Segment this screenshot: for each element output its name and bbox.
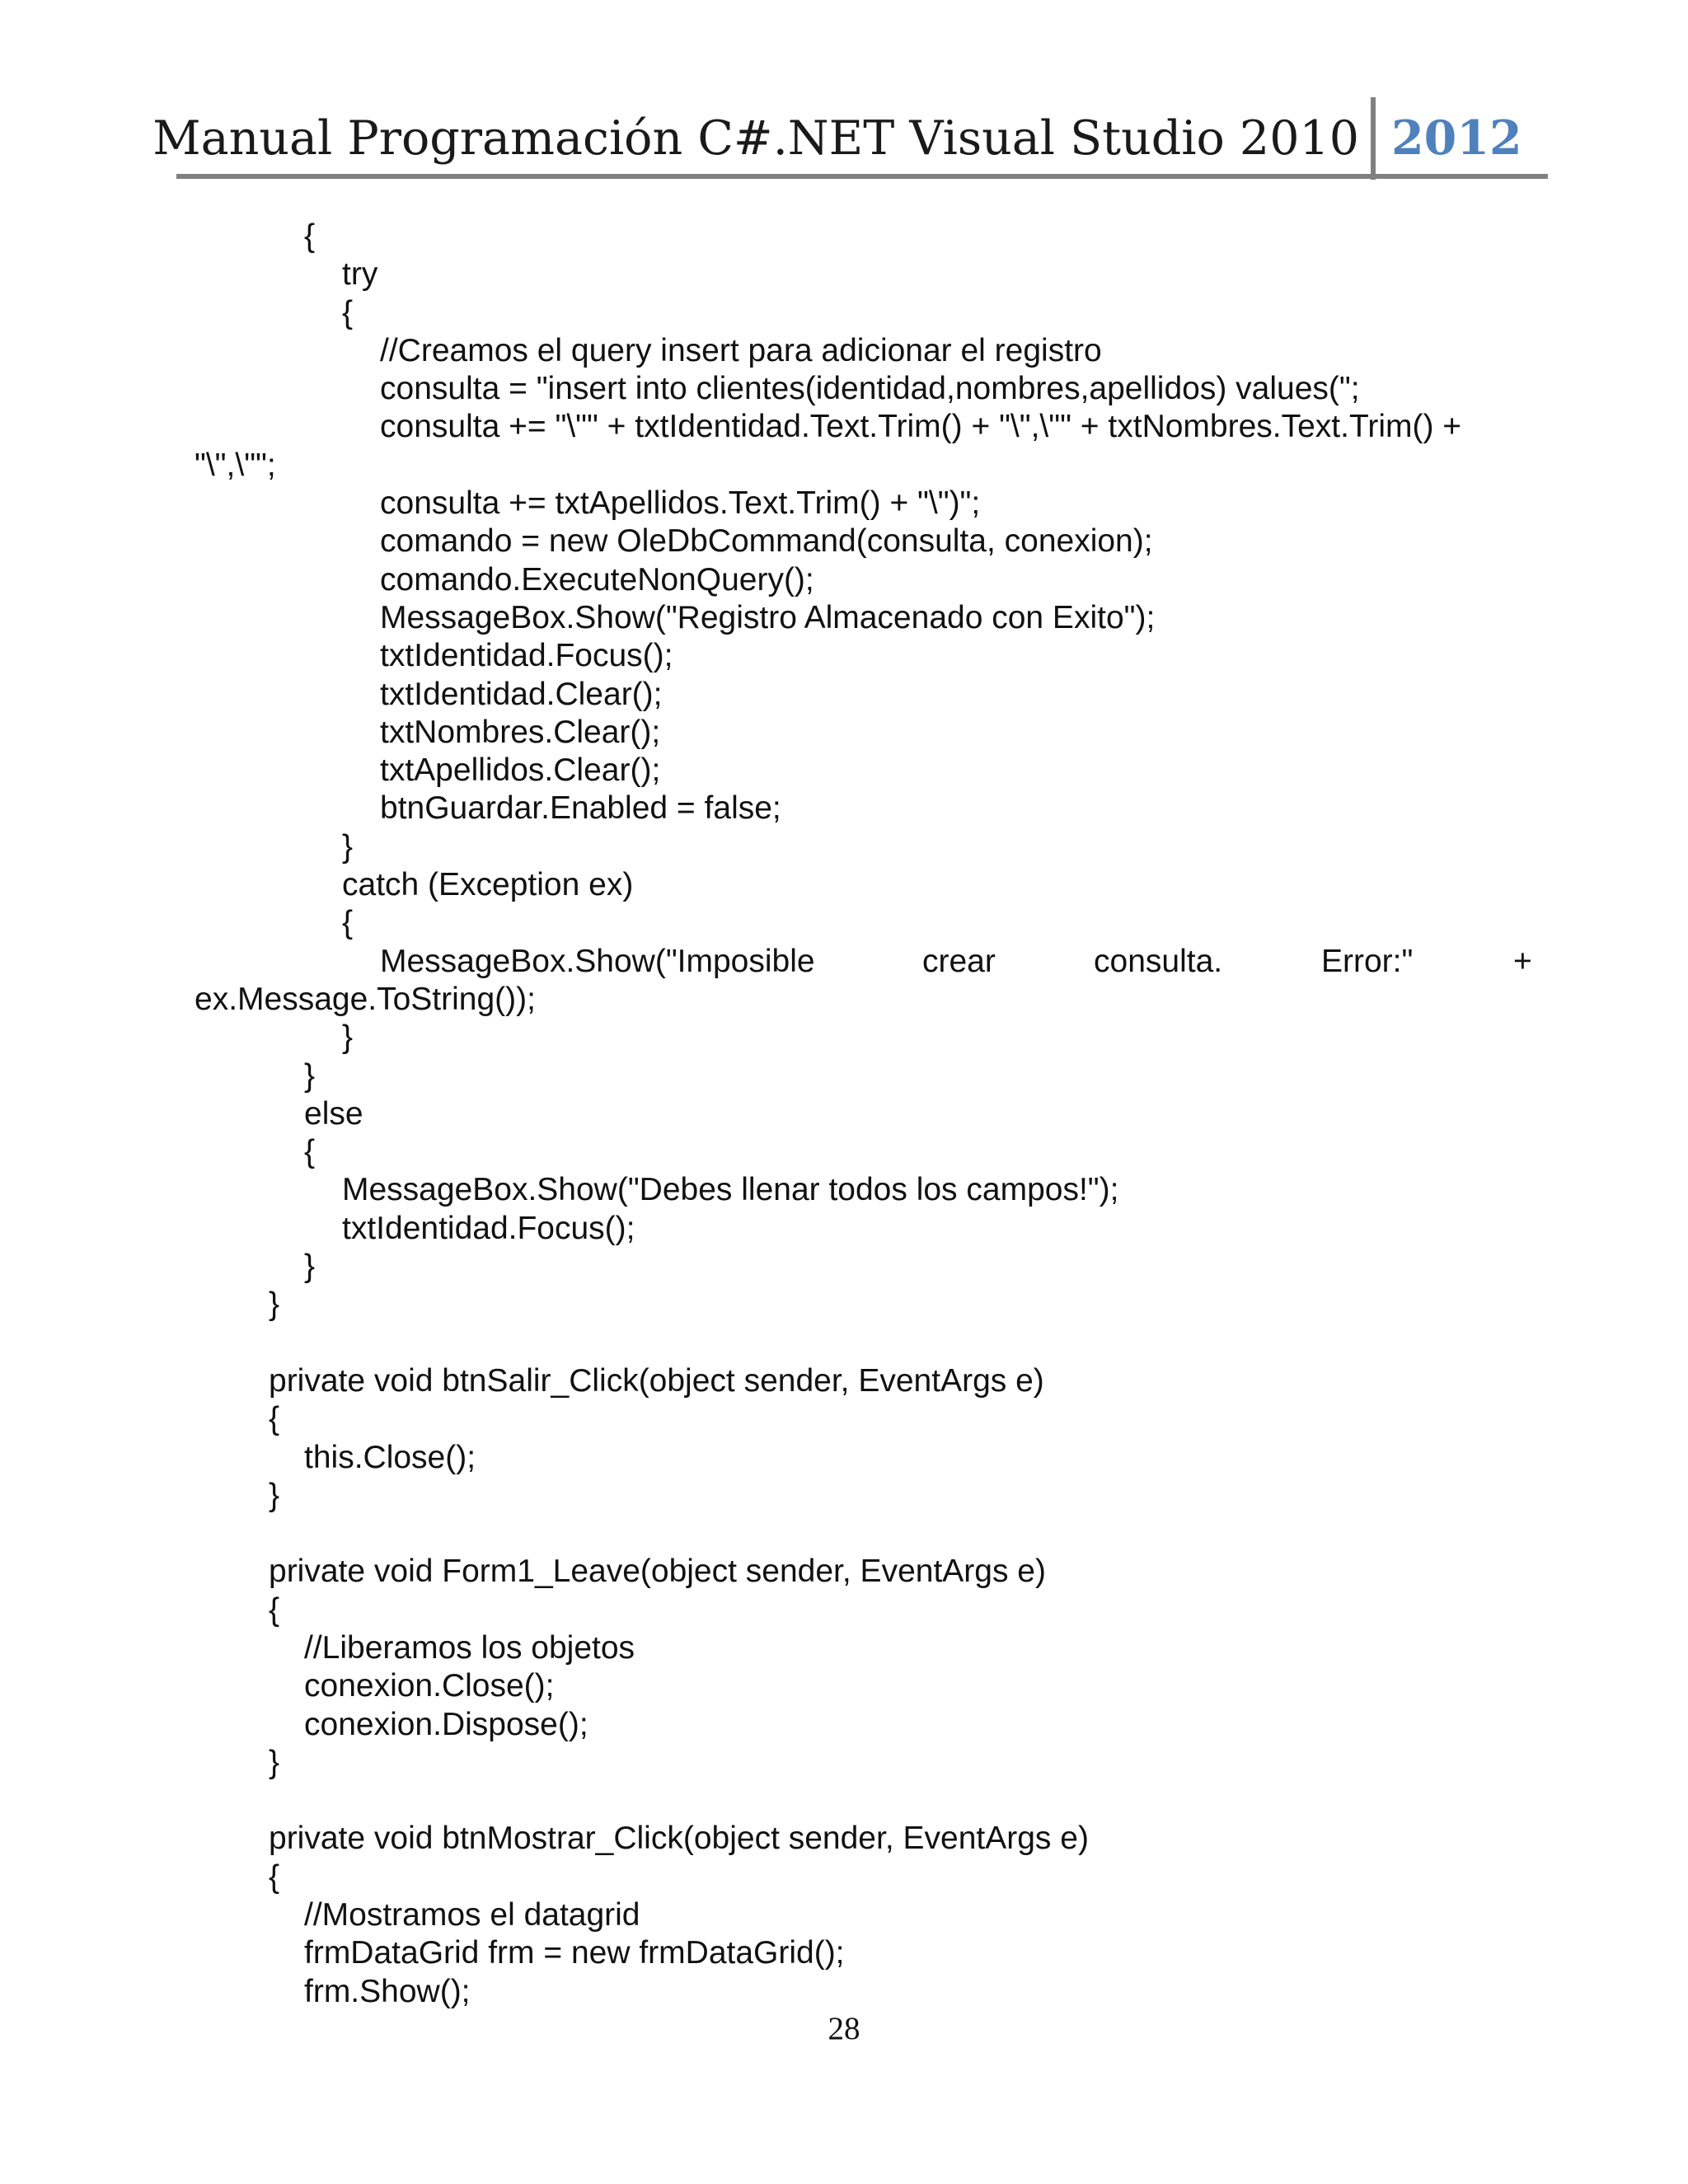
code-text: else bbox=[304, 1095, 363, 1132]
code-text: conexion.Close(); bbox=[304, 1668, 555, 1704]
code-text: try bbox=[342, 256, 378, 293]
code-line bbox=[0, 1400, 1688, 1438]
blank-line bbox=[0, 1515, 1688, 1553]
code-text: frm.Show(); bbox=[304, 1973, 471, 2009]
code-line bbox=[0, 255, 1688, 293]
code-text: txtIdentidad.Clear(); bbox=[380, 676, 663, 712]
code-block bbox=[0, 218, 1688, 2011]
code-text: { bbox=[304, 218, 316, 254]
code-line bbox=[0, 1362, 1688, 1400]
code-line bbox=[0, 1629, 1688, 1667]
code-text: //Mostramos el datagrid bbox=[304, 1897, 640, 1933]
code-text: consulta += txtApellidos.Text.Trim() + "\")"; bbox=[380, 485, 981, 522]
code-text: MessageBox.Show("Debes llenar todos los campos!"); bbox=[342, 1172, 1119, 1208]
code-line bbox=[0, 1057, 1688, 1095]
header-title: Manual Programación C#.NET Visual Studio 2010 bbox=[152, 111, 1359, 166]
code-text: //Liberamos los objetos bbox=[304, 1629, 635, 1666]
code-line bbox=[0, 370, 1688, 408]
code-line bbox=[0, 1820, 1688, 1858]
code-text: txtNombres.Clear(); bbox=[380, 714, 661, 750]
code-text: MessageBox.Show("Imposible bbox=[380, 943, 815, 979]
code-text: } bbox=[342, 828, 354, 865]
code-text: btnGuardar.Enabled = false; bbox=[380, 790, 781, 827]
code-line bbox=[0, 1667, 1688, 1705]
code-text: } bbox=[342, 1019, 354, 1056]
code-line bbox=[0, 1744, 1688, 1782]
code-line bbox=[0, 1171, 1688, 1209]
code-text: this.Close(); bbox=[304, 1439, 476, 1475]
code-line bbox=[0, 828, 1688, 866]
code-text: catch (Exception ex) bbox=[342, 867, 634, 903]
code-line bbox=[0, 1858, 1688, 1896]
code-text: } bbox=[269, 1286, 280, 1323]
code-line bbox=[0, 1248, 1688, 1286]
code-text: //Creamos el query insert para adicionar el registro bbox=[380, 332, 1102, 368]
code-text: consulta. bbox=[1094, 943, 1223, 979]
code-line bbox=[0, 981, 1688, 1019]
code-line bbox=[0, 523, 1688, 560]
code-text: { bbox=[269, 1591, 280, 1628]
code-line bbox=[0, 447, 1688, 485]
code-line bbox=[0, 561, 1688, 599]
code-line bbox=[0, 1439, 1688, 1477]
code-text: frmDataGrid frm = new frmDataGrid(); bbox=[304, 1935, 845, 1971]
code-text: } bbox=[304, 1249, 316, 1285]
code-text: } bbox=[304, 1057, 316, 1094]
page-number: 28 bbox=[828, 2011, 860, 2046]
code-text: { bbox=[269, 1858, 280, 1895]
header-rule bbox=[176, 174, 1548, 179]
blank-line bbox=[0, 1324, 1688, 1362]
code-line bbox=[0, 790, 1688, 827]
code-text: txtIdentidad.Focus(); bbox=[380, 638, 673, 674]
code-text: + bbox=[1513, 943, 1532, 979]
code-line bbox=[0, 1553, 1688, 1591]
blank-line bbox=[0, 1782, 1688, 1820]
code-text: consulta += "\"" + txtIdentidad.Text.Trim() + "\",\"" + txtNombres.Text.Trim() + bbox=[380, 409, 1462, 445]
code-text: txtIdentidad.Focus(); bbox=[342, 1210, 635, 1246]
header-divider bbox=[1371, 97, 1376, 180]
code-line bbox=[0, 1095, 1688, 1133]
code-line-justified bbox=[0, 943, 1688, 981]
code-text: conexion.Dispose(); bbox=[304, 1706, 588, 1742]
code-text: consulta = "insert into clientes(identidad,nombres,apellidos) values("; bbox=[380, 371, 1360, 407]
code-text: { bbox=[269, 1401, 280, 1437]
code-line bbox=[0, 866, 1688, 904]
code-line bbox=[0, 1896, 1688, 1934]
code-line bbox=[0, 752, 1688, 790]
code-line bbox=[0, 1210, 1688, 1248]
code-text: MessageBox.Show("Registro Almacenado con Exito"); bbox=[380, 599, 1156, 635]
code-text: } bbox=[269, 1477, 280, 1513]
code-line bbox=[0, 1591, 1688, 1629]
code-text: crear bbox=[922, 943, 996, 979]
code-line bbox=[0, 904, 1688, 942]
code-text: } bbox=[269, 1744, 280, 1780]
code-line bbox=[0, 332, 1688, 370]
code-text: "\",\""; bbox=[195, 447, 276, 483]
code-line bbox=[0, 1706, 1688, 1744]
code-line bbox=[0, 294, 1688, 332]
code-text: comando = new OleDbCommand(consulta, conexion); bbox=[380, 523, 1153, 560]
code-line bbox=[0, 1477, 1688, 1515]
code-line bbox=[0, 1286, 1688, 1324]
code-text: private void Form1_Leave(object sender, EventArgs e) bbox=[269, 1554, 1046, 1590]
code-line bbox=[0, 599, 1688, 637]
code-line bbox=[0, 676, 1688, 714]
code-text: txtApellidos.Clear(); bbox=[380, 752, 661, 789]
code-line bbox=[0, 1934, 1688, 1972]
code-line bbox=[0, 714, 1688, 752]
code-text: ex.Message.ToString()); bbox=[195, 981, 536, 1017]
code-text: private void btnSalir_Click(object sender, EventArgs e) bbox=[269, 1362, 1044, 1399]
code-text: private void btnMostrar_Click(object sender, EventArgs e) bbox=[269, 1821, 1089, 1857]
code-line bbox=[0, 1133, 1688, 1171]
code-line bbox=[0, 1019, 1688, 1057]
code-text: { bbox=[342, 294, 354, 330]
code-line bbox=[0, 637, 1688, 675]
code-line bbox=[0, 218, 1688, 255]
code-text: Error:" bbox=[1321, 943, 1414, 979]
code-text: comando.ExecuteNonQuery(); bbox=[380, 561, 814, 598]
code-line bbox=[0, 485, 1688, 523]
code-text: { bbox=[342, 905, 354, 941]
code-line bbox=[0, 408, 1688, 446]
header-year: 2012 bbox=[1391, 110, 1522, 166]
code-text: { bbox=[304, 1134, 316, 1170]
